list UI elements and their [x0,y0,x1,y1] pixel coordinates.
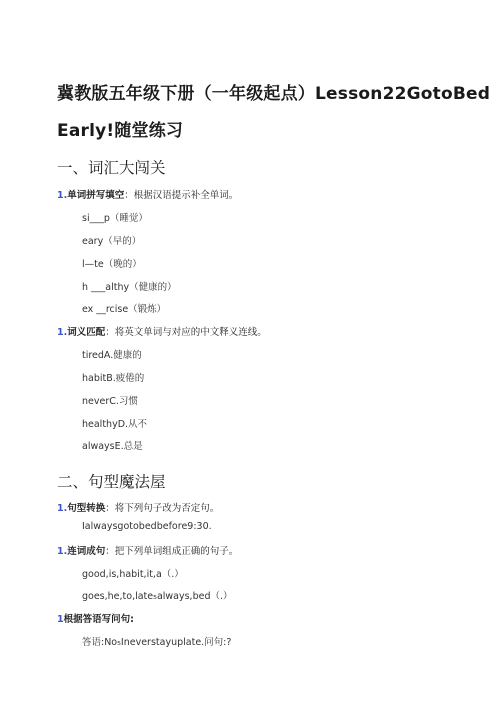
document-title-line1: 冀教版五年级下册（一年级起点）Lesson22GotoBed [57,84,491,104]
question-number: 1. [57,503,68,514]
list-item: ex __rcise（锻炼） [82,304,167,315]
question-number: 1. [57,190,68,201]
question-transform [57,500,219,514]
question-label: 词义匹配 [67,327,106,338]
list-item: goes,he,to,late₅always,bed（.） [82,591,233,602]
list-item: healthyD.从不 [82,419,148,430]
question-build-sentence [57,543,238,557]
document-title-line2: Early!随堂练习 [57,121,184,141]
question-spelling [57,187,238,201]
section-heading-sentences: 二、句型魔法屋 [57,473,166,491]
list-item: habitB.疲倦的 [82,373,145,384]
list-item: Ialwaysgotobedbefore9:30. [82,521,212,532]
question-label: 句型转换 [67,503,106,514]
list-item: si___p（睡觉） [82,213,148,224]
list-item: 答语:No₅Ineverstayuplate.问句:? [82,637,232,648]
question-instruction: ：将英文单词与对应的中文释义连线。 [105,327,267,338]
question-number: 1 [57,614,64,625]
question-number: 1. [57,327,68,338]
question-instruction: ：将下列句子改为否定句。 [105,503,220,514]
list-item: tiredA.健康的 [82,350,142,361]
list-item: good,is,habit,it,a（.） [82,569,184,580]
list-item: alwaysE.总是 [82,441,143,452]
question-label: 单词拼写填空 [67,190,125,201]
question-label: 根据答语写问句: [63,614,134,625]
question-number: 1. [57,546,68,557]
list-item: eary（早的） [82,236,142,247]
list-item: neverC.习惯 [82,396,138,407]
list-item: h ___althy（健康的） [82,282,177,293]
question-instruction: ：根据汉语提示补全单词。 [124,190,239,201]
question-label: 连词成句 [67,546,106,557]
question-write-question [57,611,134,625]
list-item: l—te（晚的） [82,259,142,270]
section-heading-vocabulary: 一、词汇大闯关 [57,159,166,177]
question-matching [57,324,267,338]
question-instruction: ：把下列单词组成正确的句子。 [105,546,239,557]
